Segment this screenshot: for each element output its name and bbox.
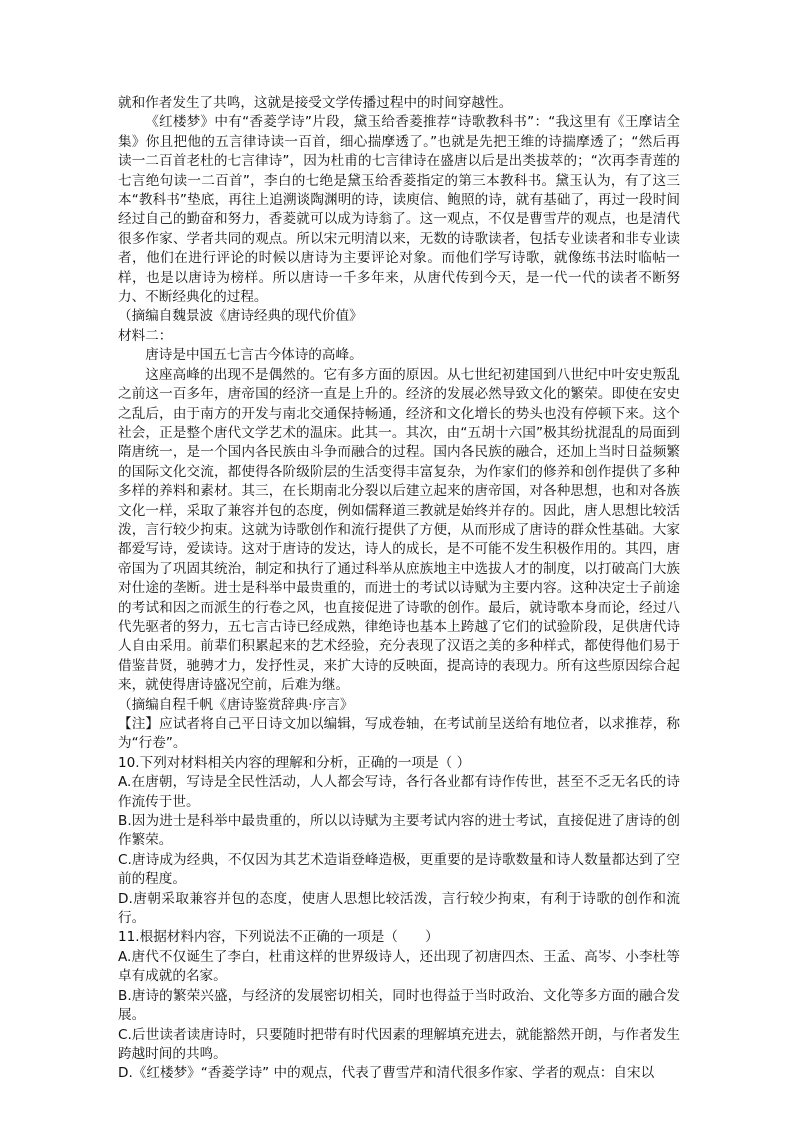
source-citation-2: （摘编自程千帆《唐诗鉴赏辞典·序言》 [118, 696, 354, 713]
source-citation-1: （摘编自魏景波《唐诗经典的现代价值》 [118, 308, 363, 325]
note: 【注】应试者将自己平日诗文加以编辑，写成卷轴，在考试前呈送给有地位者，以求推荐，称为“行卷”。 [118, 716, 680, 752]
question-11-title: 11.根据材料内容，下列说法不正确的一项是（ ） [118, 929, 439, 946]
question-10-title: 10.下列对材料相关内容的理解和分析，正确的一项是（ ） [118, 754, 471, 771]
document-page [118, 94, 680, 1084]
question-11-option-b: B.唐诗的繁荣兴盛，与经济的发展密切相关，同时也得益于当时政治、文化等多方面的融合发展。 [118, 987, 680, 1024]
paragraph-continuation: 就和作者发生了共鸣，这就是接受文学传播过程中的时间穿越性。 [118, 95, 513, 111]
question-11-option-c: C.后世读者读唐诗时，只要随时把带有时代因素的理解填充进去，就能豁然开朗，与作者发生跨越时间的共鸣。 [118, 1026, 680, 1062]
question-11-option-a: A.唐代不仅诞生了李白，杜甫这样的世界级诗人，还出现了初唐四杰、王孟、高岑、小李杜等卓有成就的名家。 [118, 948, 680, 985]
paragraph-reasons: 这座高峰的出现不是偶然的。它有多方面的原因。从七世纪初建国到八世纪中叶安史叛乱之前这一百多年，唐帝国的经济一直是上升的。经济的发展必然导致文化的繁荣。即使在安史之乱后，由于南方的开发与南北交通保持畅通，经济和文化增长的势头也没有停顿下来。这个社会，正是整个唐代文学艺术的温床。此其一。其次，由“五胡十六国”极其纷扰混乱的局面到隋唐统一，是一个国内各民族由斗争而融合的过程。国内各民族的融合，还加上当时日益频繁的国际文化交流，都使得各阶级阶层的生活变得丰富复杂，为作家们的修养和创作提供了多种多样的养料和素材。其三，在长期南北分裂以后建立起来的唐帝国，对各种思想，也和对各族文化一样，采取了兼容并包的态度，例如儒释道三教就是始终并存的。因此，唐人思想比较活泼，言行较少拘束。这就为诗歌创作和流行提供了方便，从而形成了唐诗的群众性基础。大家都爱写诗，爱读诗。这对于唐诗的发达，诗人的成长，是不可能不发生积极作用的。其四，唐帝国为了巩固其统治，制定和执行了通过科举从庶族地主中选拔人才的制度，以打破高门大族对仕途的垄断。进士是科举中最贵重的，而进士的考试以诗赋为主要内容。这种决定士子前途的考试和因之而派生的行卷之风，也直接促进了诗歌的创作。最后，就诗歌本身而论，经过八代先驱者的努力，五七言古诗已经成熟，律绝诗也基本上跨越了它们的试验阶段，足供唐代诗人自由采用。前辈们积累起来的艺术经验，充分表现了汉语之美的多种样式，都使得他们易于借鉴昔贤，驰骋才力，发抒性灵，来扩大诗的反映面，提高诗的表现力。所有这些原因综合起来，就使得唐诗盛况空前，后难为继。 [118, 366, 680, 694]
question-10-option-b: B.因为进士是科举中最贵重的，所以以诗赋为主要考试内容的进士考试，直接促进了唐诗的创作繁荣。 [118, 813, 680, 849]
question-10-option-d: D.唐朝采取兼容并包的态度，使唐人思想比较活泼，言行较少拘束，有利于诗歌的创作和流行。 [118, 890, 680, 927]
question-11-option-d: D.《红楼梦》“香菱学诗” 中的观点，代表了曹雪芹和清代很多作家、学者的观点：自宋以 [118, 1065, 655, 1082]
question-10-option-a: A.在唐朝，写诗是全民性活动，人人都会写诗，各行各业都有诗作传世，甚至不乏无名氏的诗作流传于世。 [118, 774, 680, 810]
question-10-option-c: C.唐诗成为经典，不仅因为其艺术造诣登峰造极，更重要的是诗歌数量和诗人数量都达到了空前的程度。 [118, 851, 680, 888]
material-two-label: 材料二： [118, 327, 173, 344]
paragraph-peak: 唐诗是中国五七言古今体诗的高峰。 [145, 347, 363, 364]
paragraph-honglou: 《红楼梦》中有“香菱学诗”片段，黛玉给香菱推荐“诗歌教科书”：“我这里有《王摩诘全集》你且把他的五言律诗读一百首，细心揣摩透了。”也就是先把王维的诗揣摩透了；“然后再读一二百首老杜的七言律诗”，因为杜甫的七言律诗在盛唐以后是出类拔萃的；“次再李青莲的七言绝句读一二百首”，李白的七绝是黛玉给香菱指定的第三本教科书。黛玉认为，有了这三本“教科书”垫底，再往上追溯谈陶渊明的诗，读庾信、鲍照的诗，就有基础了，再过一段时间经过自己的勤奋和努力，香菱就可以成为诗翁了。这一观点，不仅是曹雪芹的观点，也是清代很多作家、学者共同的观点。所以宋元明清以来，无数的诗歌读者，包括专业读者和非专业读者，他们在进行评论的时候以唐诗为主要评论对象。而他们学写诗歌，就像练书法时临帖一样，也是以唐诗为榜样。所以唐诗一千多年来，从唐代传到今天，是一代一代的读者不断努力、不断经典化的过程。 [118, 114, 680, 306]
